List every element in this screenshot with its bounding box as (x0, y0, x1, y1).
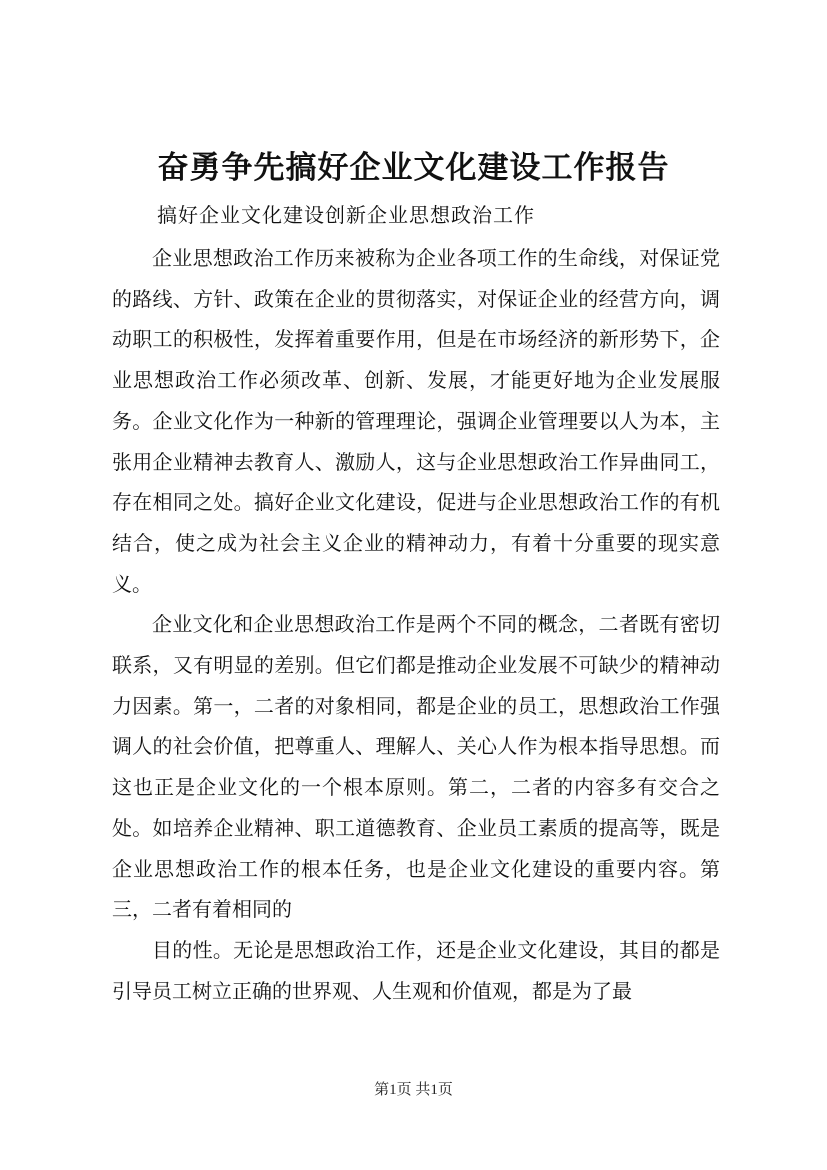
document-body (112, 238, 720, 1011)
paragraph-2: 企业文化和企业思想政治工作是两个不同的概念，二者既有密切联系，又有明显的差别。但它们都是推动企业发展不可缺少的精神动力因素。第一，二者的对象相同，都是企业的员工，思想政治工作强调人的社会价值，把尊重人、理解人、关心人作为根本指导思想。而这也正是企业文化的一个根本原则。第二，二者的内容多有交合之处。如培养企业精神、职工道德教育、企业员工素质的提高等，既是企业思想政治工作的根本任务，也是企业文化建设的重要内容。第三，二者有着相同的 (112, 612, 720, 922)
paragraph-1: 企业思想政治工作历来被称为企业各项工作的生命线，对保证党的路线、方针、政策在企业的贯彻落实，对保证企业的经营方向，调动职工的积极性，发挥着重要作用，但是在市场经济的新形势下，企业思想政治工作必须改革、创新、发展，才能更好地为企业发展服务。企业文化作为一种新的管理理论，强调企业管理要以人为本，主张用企业精神去教育人、激励人，这与企业思想政治工作异曲同工，存在相同之处。搞好企业文化建设，促进与企业思想政治工作的有机结合，使之成为社会主义企业的精神动力，有着十分重要的现实意义。 (112, 246, 720, 596)
document-subtitle: 搞好企业文化建设创新企业思想政治工作 (157, 203, 535, 227)
paragraph-3: 目的性。无论是思想政治工作，还是企业文化建设，其目的都是引导员工树立正确的世界观、人生观和价值观，都是为了最 (112, 937, 720, 1003)
page-footer: 第1页 共1页 (374, 1082, 453, 1098)
document-title: 奋勇争先搞好企业文化建设工作报告 (157, 150, 670, 186)
